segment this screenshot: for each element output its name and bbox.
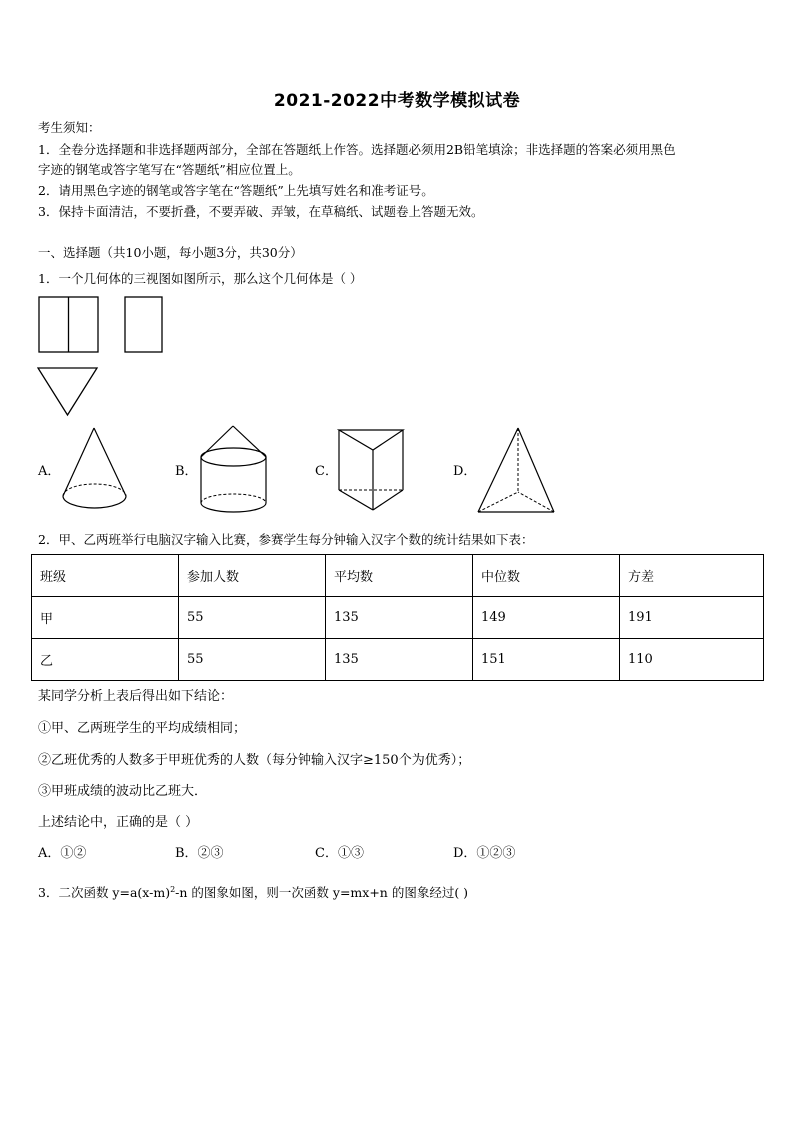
table-cell: 191: [620, 597, 764, 639]
question-3-stem: [38, 880, 468, 903]
table-cell: 151: [473, 639, 620, 681]
choice-c: C．①③: [315, 846, 364, 861]
notice-item-1: 1．全卷分选择题和非选择题两部分，全部在答题纸上作答。选择题必须用2B铅笔填涂；非选择题的答案必须用黑色: [38, 142, 676, 157]
choice-a: A．①②: [38, 846, 87, 861]
table-cell: 甲: [32, 597, 179, 639]
table-cell: 55: [179, 639, 326, 681]
triangular-prism-figure: [337, 428, 407, 514]
table-header-cell: 平均数: [326, 555, 473, 597]
table-cell: 149: [473, 597, 620, 639]
table-header-cell: 中位数: [473, 555, 620, 597]
question-3-stem-part1: 3．二次函数 y=a(x-m): [38, 885, 171, 901]
question-1-stem: 1．一个几何体的三视图如图所示，那么这个几何体是（ ）: [38, 271, 363, 286]
question-2-ask: 上述结论中，正确的是（ ）: [38, 815, 199, 830]
question-3-stem-part2: -n 的图象如图，则一次函数 y=mx+n 的图象经过( ): [175, 885, 469, 901]
top-view-figure: [37, 367, 99, 417]
conclusion-intro: 某同学分析上表后得出如下结论：: [38, 689, 234, 704]
conclusion-1: ①甲、乙两班学生的平均成绩相同；: [38, 721, 247, 736]
notice-item-1-cont: 字迹的钢笔或答字笔写在“答题纸”相应位置上。: [38, 162, 301, 177]
table-cell: 110: [620, 639, 764, 681]
table-cell: 乙: [32, 639, 179, 681]
option-a-label: A．: [38, 464, 61, 479]
statistics-table: [31, 554, 764, 681]
option-b-label: B．: [175, 464, 198, 479]
front-view-figure: [38, 296, 100, 354]
cone-cylinder-figure: [196, 424, 271, 516]
table-header-row: [32, 555, 764, 597]
table-header-cell: 方差: [620, 555, 764, 597]
notice-label: 考生须知：: [38, 120, 101, 135]
table-cell: 135: [326, 597, 473, 639]
notice-item-3: 3．保持卡面清洁，不要折叠，不要弄破、弄皱，在草稿纸、试题卷上答题无效。: [38, 204, 484, 219]
section-heading: 一、选择题（共10小题，每小题3分，共30分）: [38, 245, 303, 260]
question-2-stem: 2．甲、乙两班举行电脑汉字输入比赛，参赛学生每分钟输入汉字个数的统计结果如下表：: [38, 532, 534, 547]
table-cell: 55: [179, 597, 326, 639]
choice-b: B．②③: [175, 846, 224, 861]
notice-item-2: 2．请用黑色字迹的钢笔或答字笔在“答题纸”上先填写姓名和准考证号。: [38, 183, 434, 198]
cone-figure: [60, 426, 130, 512]
conclusion-2: ②乙班优秀的人数多于甲班优秀的人数（每分钟输入汉字≥150个为优秀）；: [38, 753, 471, 768]
side-view-figure: [124, 296, 164, 354]
table-row: [32, 639, 764, 681]
option-c-label: C．: [315, 464, 338, 479]
exponent: 2: [170, 885, 176, 894]
table-row: [32, 597, 764, 639]
table-header-cell: 班级: [32, 555, 179, 597]
table-header-cell: 参加人数: [179, 555, 326, 597]
option-d-label: D．: [453, 464, 477, 479]
page-title: 2021-2022中考数学模拟试卷: [273, 91, 521, 111]
triangular-pyramid-figure: [476, 426, 558, 516]
choice-d: D．①②③: [453, 846, 516, 861]
conclusion-3: ③甲班成绩的波动比乙班大．: [38, 784, 208, 799]
table-cell: 135: [326, 639, 473, 681]
